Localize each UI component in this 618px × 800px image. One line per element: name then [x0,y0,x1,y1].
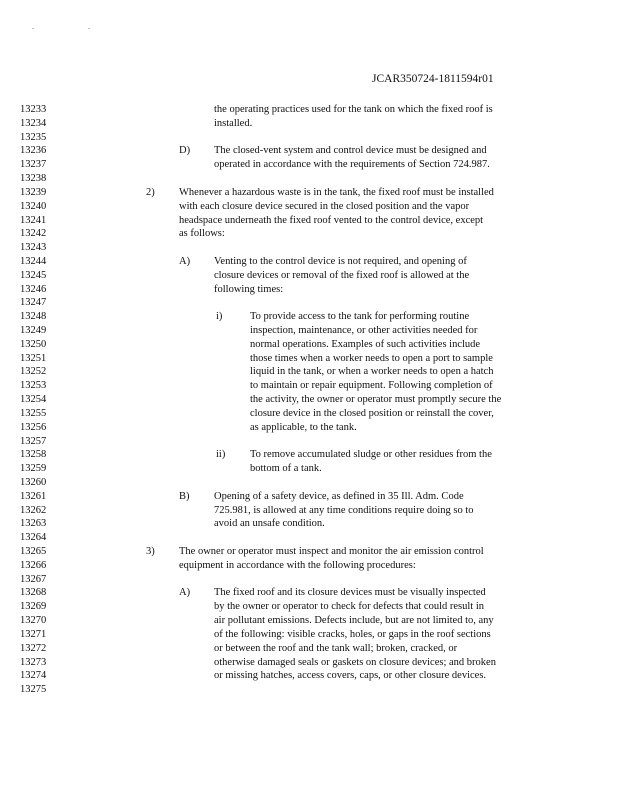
item-i-text: to maintain or repair equipment. Following completion of [250,380,493,392]
line-number: 13275 [20,684,47,696]
text-line [0,379,618,393]
blank-line [0,573,618,587]
text-line [0,490,618,504]
line-number: 13259 [20,463,47,475]
text-line [0,324,618,338]
text-line [0,669,618,683]
corner-marks: . . [32,22,116,31]
item-label-i: i) [216,311,223,323]
text-line [0,214,618,228]
line-number: 13272 [20,642,47,654]
line-number: 13242 [20,228,47,240]
line-number: 13250 [20,338,47,350]
subsection-3a-text: of the following: visible cracks, holes, or gaps in the roof sections [214,628,491,640]
text-line [0,517,618,531]
item-i-text: inspection, maintenance, or other activities needed for [250,325,478,336]
line-number: 13258 [20,449,47,461]
line-number: 13253 [20,380,47,392]
line-number: 13233 [20,104,47,115]
text-line [0,200,618,214]
blank-line [0,476,618,490]
text-line [0,656,618,670]
line-number: 13234 [20,117,47,129]
text-line [0,338,618,352]
text-line [0,586,618,600]
line-number: 13239 [20,186,47,198]
section-3-text: The owner or operator must inspect and monitor the air emission control [179,546,484,557]
subsection-2b-text: avoid an unsafe condition. [214,518,325,530]
blank-line [0,683,618,697]
subsection-d-text: The closed-vent system and control device must be designed and [214,145,487,157]
line-number: 13238 [20,173,47,185]
text-line [0,614,618,628]
blank-line [0,435,618,449]
line-number: 13246 [20,283,47,295]
blank-line [0,131,618,145]
section-2-text: Whenever a hazardous waste is in the tank, the fixed roof must be installed [179,186,494,198]
line-number: 13274 [20,670,47,682]
text-line [0,269,618,283]
section-2-text: as follows: [179,228,225,240]
text-line [0,158,618,172]
subsection-2a-text: closure devices or removal of the fixed roof is allowed at the [214,269,470,281]
item-i-text: To provide access to the tank for performing routine [250,311,470,323]
subsection-3a-text: otherwise damaged seals or gaskets on closure devices; and broken [214,656,496,668]
line-number: 13265 [20,546,47,557]
line-number: 13256 [20,421,47,433]
text-line [0,407,618,421]
item-i-text: liquid in the tank, or when a worker needs to open a hatch [250,366,494,378]
line-number: 13262 [20,504,47,516]
subsection-label-a: A) [179,255,191,267]
line-number: 13267 [20,573,47,585]
continuation-text: installed. [214,117,253,129]
subsection-3a-text: by the owner or operator to check for defects that could result in [214,601,484,613]
line-number: 13245 [20,269,47,281]
line-number: 13252 [20,366,47,378]
item-ii-text: To remove accumulated sludge or other residues from the [250,449,492,461]
item-ii-text: bottom of a tank. [250,463,322,475]
text-line [0,103,618,117]
text-line [0,144,618,158]
text-line [0,352,618,366]
text-line [0,393,618,407]
line-number: 13266 [20,559,47,571]
item-label-ii: ii) [216,449,226,461]
line-number: 13270 [20,615,47,627]
text-line [0,448,618,462]
blank-line [0,296,618,310]
line-number: 13240 [20,200,47,212]
text-line [0,600,618,614]
subsection-3a-text: The fixed roof and its closure devices must be visually inspected [214,587,486,599]
text-line [0,255,618,269]
item-i-text: those times when a worker needs to open a port to sample [250,352,493,364]
document-body [0,103,618,697]
line-number: 13235 [20,131,47,143]
line-number: 13243 [20,242,47,254]
line-number: 13237 [20,159,47,171]
text-line [0,545,618,559]
subsection-d-text: operated in accordance with the requirements of Section 724.987. [214,159,490,171]
subsection-2b-text: Opening of a safety device, as defined in 35 Ill. Adm. Code [214,490,464,502]
line-number: 13268 [20,587,47,599]
line-number: 13263 [20,518,47,530]
document-header-id: JCAR350724-1811594r01 [372,73,494,85]
line-number: 13264 [20,532,47,544]
section-label-3: 3) [146,546,155,557]
text-line [0,462,618,476]
text-line [0,642,618,656]
subsection-3a-text: or missing hatches, access covers, caps, or other closure devices. [214,670,487,682]
blank-line [0,241,618,255]
text-line [0,628,618,642]
text-line [0,504,618,518]
subsection-3a-text: air pollutant emissions. Defects include, but are not limited to, any [214,615,494,627]
item-i-text: normal operations. Examples of such activities include [250,338,481,350]
section-2-text: headspace underneath the fixed roof vented to the control device, except [179,214,484,226]
subsection-2a-text: following times: [214,283,284,295]
text-line [0,559,618,573]
line-number: 13273 [20,656,47,668]
line-number: 13241 [20,214,47,226]
subsection-2a-text: Venting to the control device is not required, and opening of [214,255,467,267]
line-number: 13271 [20,628,47,640]
line-number: 13254 [20,394,47,406]
blank-line [0,172,618,186]
text-line [0,310,618,324]
subsection-3a-text: or between the roof and the tank wall; broken, cracked, or [214,642,458,654]
text-line [0,421,618,435]
line-number: 13255 [20,407,47,419]
item-i-text: as applicable, to the tank. [250,421,357,433]
section-3-text: equipment in accordance with the following procedures: [179,559,416,571]
subsection-2b-text: 725.981, is allowed at any time conditions require doing so to [214,504,474,516]
text-line [0,283,618,297]
text-line [0,227,618,241]
line-number: 13236 [20,145,47,157]
subsection-label-a: A) [179,587,191,599]
subsection-label-b: B) [179,490,190,502]
text-line [0,365,618,379]
line-number: 13260 [20,476,47,488]
line-number: 13247 [20,297,47,309]
continuation-text: the operating practices used for the tank on which the fixed roof is [214,104,493,115]
line-number: 13249 [20,325,47,336]
line-number: 13251 [20,352,47,364]
text-line [0,117,618,131]
text-line [0,186,618,200]
line-number: 13257 [20,435,47,447]
item-i-text: closure device in the closed position or reinstall the cover, [250,407,494,419]
item-i-text: the activity, the owner or operator must promptly secure the [250,394,502,406]
section-2-text: with each closure device secured in the closed position and the vapor [179,200,470,212]
section-label-2: 2) [146,186,155,198]
blank-line [0,531,618,545]
subsection-label-d: D) [179,145,191,157]
line-number: 13248 [20,311,47,323]
line-number: 13269 [20,601,47,613]
line-number: 13261 [20,490,47,502]
line-number: 13244 [20,255,47,267]
